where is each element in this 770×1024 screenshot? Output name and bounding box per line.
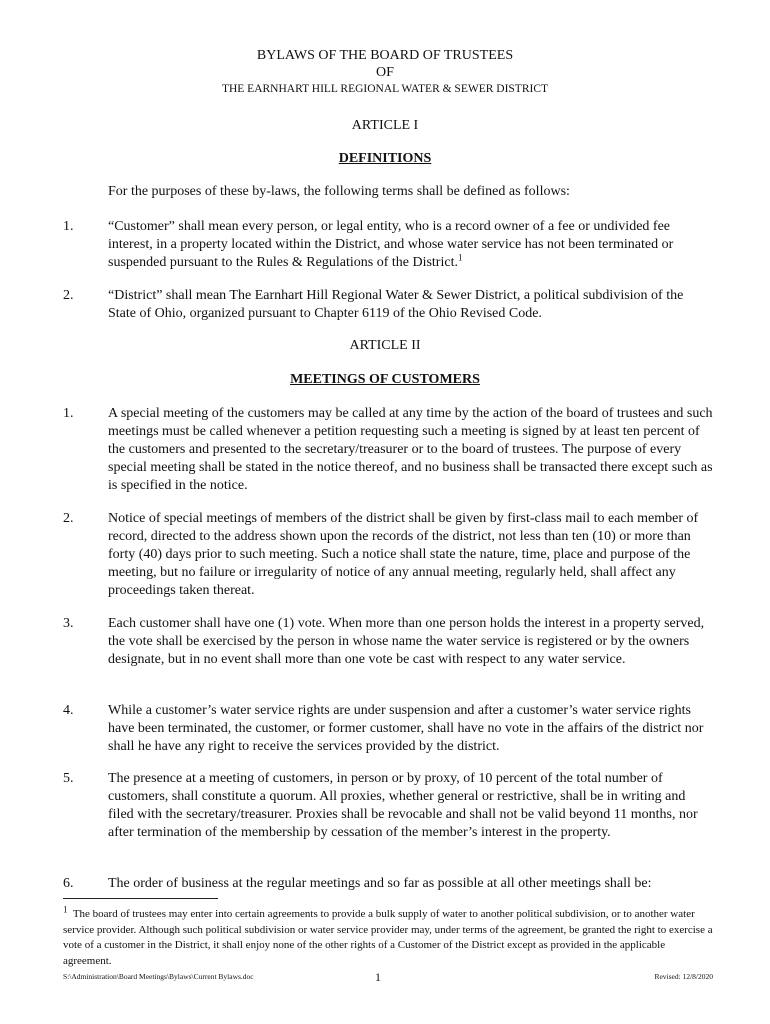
item-text: Each customer shall have one (1) vote. When more than one person holds the interest in a property served, the vote shall be exercised by the person in whose name the water service is registered or by the owners designate, but in no event shall more than one vote be cast with respect to any water service. <box>108 616 705 667</box>
footnote <box>63 904 713 969</box>
definition-item <box>63 218 713 272</box>
item-number: 2. <box>63 511 74 526</box>
doc-title: BYLAWS OF THE BOARD OF TRUSTEES <box>256 48 514 63</box>
item-number: 1. <box>63 406 74 421</box>
meeting-item <box>63 875 713 893</box>
item-text: Notice of special meetings of members of the district shall be given by first-class mail to each member of record, directed to the address shown upon the records of the district, not less than ten (10) or more than forty (40) days prior to such meeting. Such a notice shall state the nature, time, place and purpose of the meeting, but no failure or irregularity of notice of any annual meeting, regularly held, shall affect any proceedings taken thereat. <box>108 511 699 598</box>
meeting-item <box>63 405 713 495</box>
doc-title-of: OF <box>376 65 394 80</box>
page-footer <box>63 970 713 984</box>
item-number: 4. <box>63 703 74 718</box>
meeting-item <box>63 702 713 756</box>
definitions-intro: For the purposes of these by-laws, the following terms shall be defined as follows: <box>108 184 570 199</box>
item-number: 3. <box>63 616 74 631</box>
meeting-item <box>63 615 713 669</box>
definition-item <box>63 287 713 323</box>
meeting-item <box>63 510 713 600</box>
footnote-separator <box>63 898 218 899</box>
item-text: A special meeting of the customers may be called at any time by the action of the board of trustees and such meetings must be called whenever a petition requesting such a meeting is signed by at least ten percent of the customers and presented to the secretary/treasurer or to the board of trustees. The purpose of every special meeting shall be stated in the notice thereof, and no business shall be transacted there except such as is specified in the notice. <box>108 406 713 493</box>
item-number: 5. <box>63 771 74 786</box>
item-text: The presence at a meeting of customers, in person or by proxy, of 10 percent of the total number of customers, shall constitute a quorum. All proxies, whether general or restrictive, shall be in writing and filed with the secretary/treasurer. Proxies shall be revocable and shall not be valid beyond 11 months, nor after termination of the membership by cessation of the member’s interest in the property. <box>108 771 698 840</box>
item-text: While a customer’s water service rights are under suspension and after a customer’s water service rights have been terminated, the customer, or former customer, shall have no vote in the affairs of the district nor shall he have any right to receive the services provided by the district. <box>108 703 704 754</box>
doc-subtitle: THE EARNHART HILL REGIONAL WATER & SEWER DISTRICT <box>221 83 549 95</box>
article-2-label: ARTICLE II <box>349 338 421 353</box>
item-text: “District” shall mean The Earnhart Hill Regional Water & Sewer District, a political subdivision of the State of Ohio, organized pursuant to Chapter 6119 of the Ohio Revised Code. <box>108 288 684 321</box>
footnote-ref[interactable]: 1 <box>457 252 463 263</box>
item-text: The order of business at the regular meetings and so far as possible at all other meetings shall be: <box>108 876 652 891</box>
item-number: 6. <box>63 876 74 891</box>
item-text: “Customer” shall mean every person, or legal entity, who is a record owner of a fee or undivided fee interest, in a property located within the District, and whose water service has not been terminated or suspended pursuant to the Rules & Regulations of the District. <box>108 219 674 270</box>
footer-file-path: S:\Administration\Board Meetings\Bylaws\Current Bylaws.doc <box>63 972 254 981</box>
page-number: 1 <box>375 970 381 984</box>
footnote-text: The board of trustees may enter into certain agreements to provide a bulk supply of water to another political subdivision, or to another water service provider. Although such political subdivision or water service provider may, under terms of the agreement, be granted the right to exercise a vote of a customer in the District, it shall enjoy none of the other rights of a Customer of the District except as provided in the applicable agreement. <box>63 908 713 967</box>
item-number: 1. <box>63 219 74 234</box>
article-1-heading: DEFINITIONS <box>338 151 432 166</box>
article-2-heading: MEETINGS OF CUSTOMERS <box>290 372 480 387</box>
meeting-item <box>63 770 713 842</box>
article-1-label: ARTICLE I <box>351 118 419 133</box>
footnote-marker: 1 <box>63 904 68 915</box>
revision-date: Revised: 12/8/2020 <box>654 972 713 981</box>
item-number: 2. <box>63 288 74 303</box>
